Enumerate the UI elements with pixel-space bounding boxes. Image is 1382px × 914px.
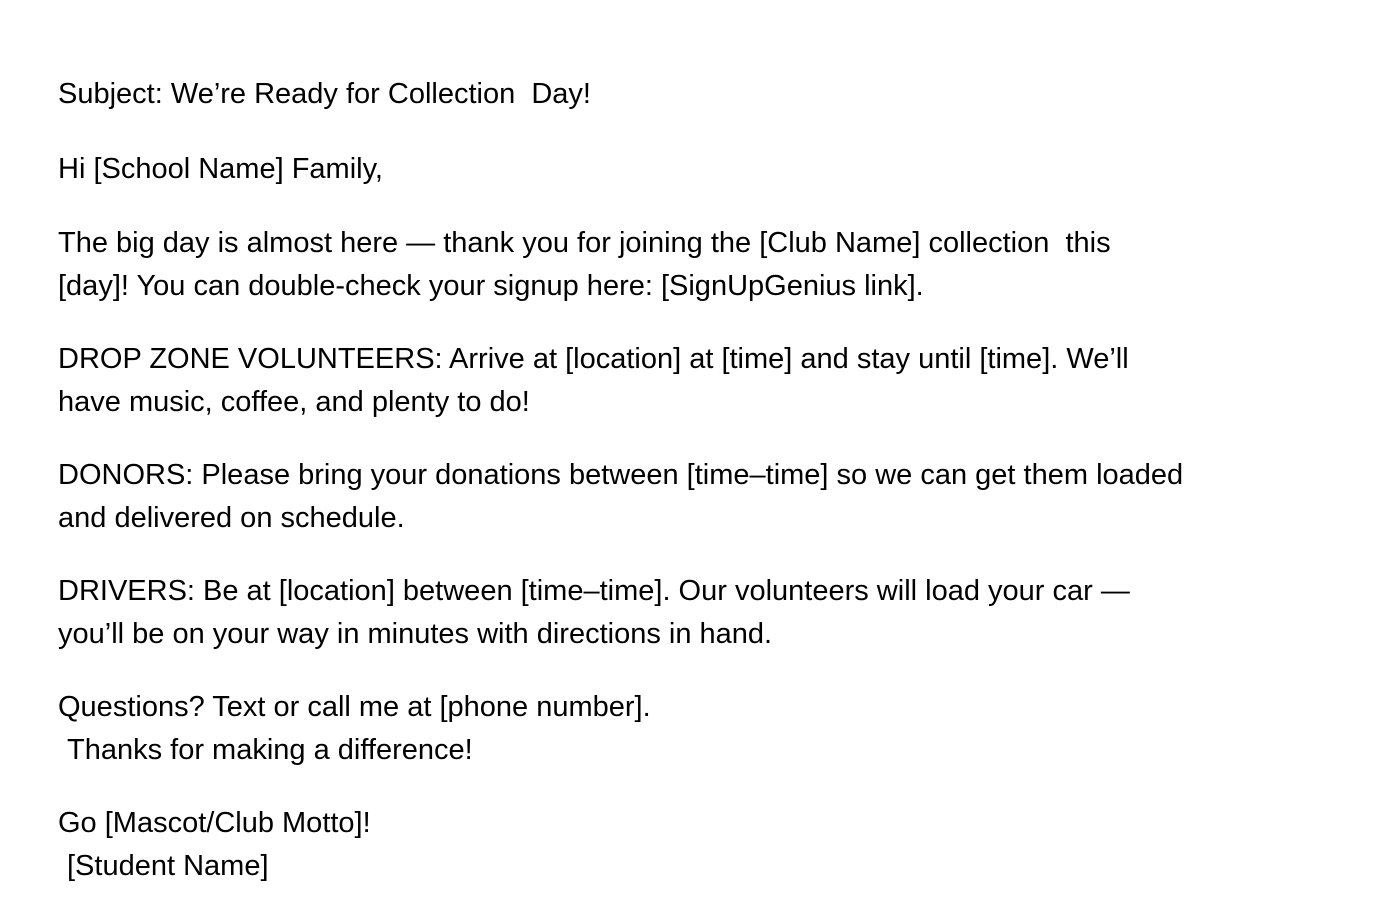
motto-line: Go [Mascot/Club Motto]! [58,807,371,839]
questions-line: Questions? Text or call me at [phone number]. [58,691,651,723]
donors-paragraph [58,454,1342,539]
student-name-line: [Student Name] [67,849,269,882]
subject-line: Subject: We’re Ready for Collection Day! [58,78,591,110]
drop-zone-line-1: DROP ZONE VOLUNTEERS: Arrive at [location] at [time] and stay until [time]. We’ll [58,343,1129,375]
drop-zone-line-2: have music, coffee, and plenty to do! [58,385,530,418]
intro-line-1: The big day is almost here — thank you for joining the [Club Name] collection this [58,227,1111,259]
email-greeting [58,148,1342,191]
drivers-line-2: you’ll be on your way in minutes with directions in hand. [58,617,773,650]
donors-line-1: DONORS: Please bring your donations between [time–time] so we can get them loaded [58,459,1184,491]
email-subject [58,73,1342,116]
drop-zone-paragraph [58,338,1342,423]
intro-line-2: [day]! You can double-check your signup here: [SignUpGenius link]. [58,269,924,302]
intro-paragraph [58,222,1342,307]
drivers-paragraph [58,570,1342,655]
thanks-line: Thanks for making a difference! [67,733,473,766]
questions-paragraph [58,686,1342,771]
donors-line-2: and delivered on schedule. [58,501,405,534]
signoff-paragraph [58,802,1342,887]
drivers-line-1: DRIVERS: Be at [location] between [time–time]. Our volunteers will load your car — [58,575,1130,607]
greeting-line: Hi [School Name] Family, [58,152,383,185]
